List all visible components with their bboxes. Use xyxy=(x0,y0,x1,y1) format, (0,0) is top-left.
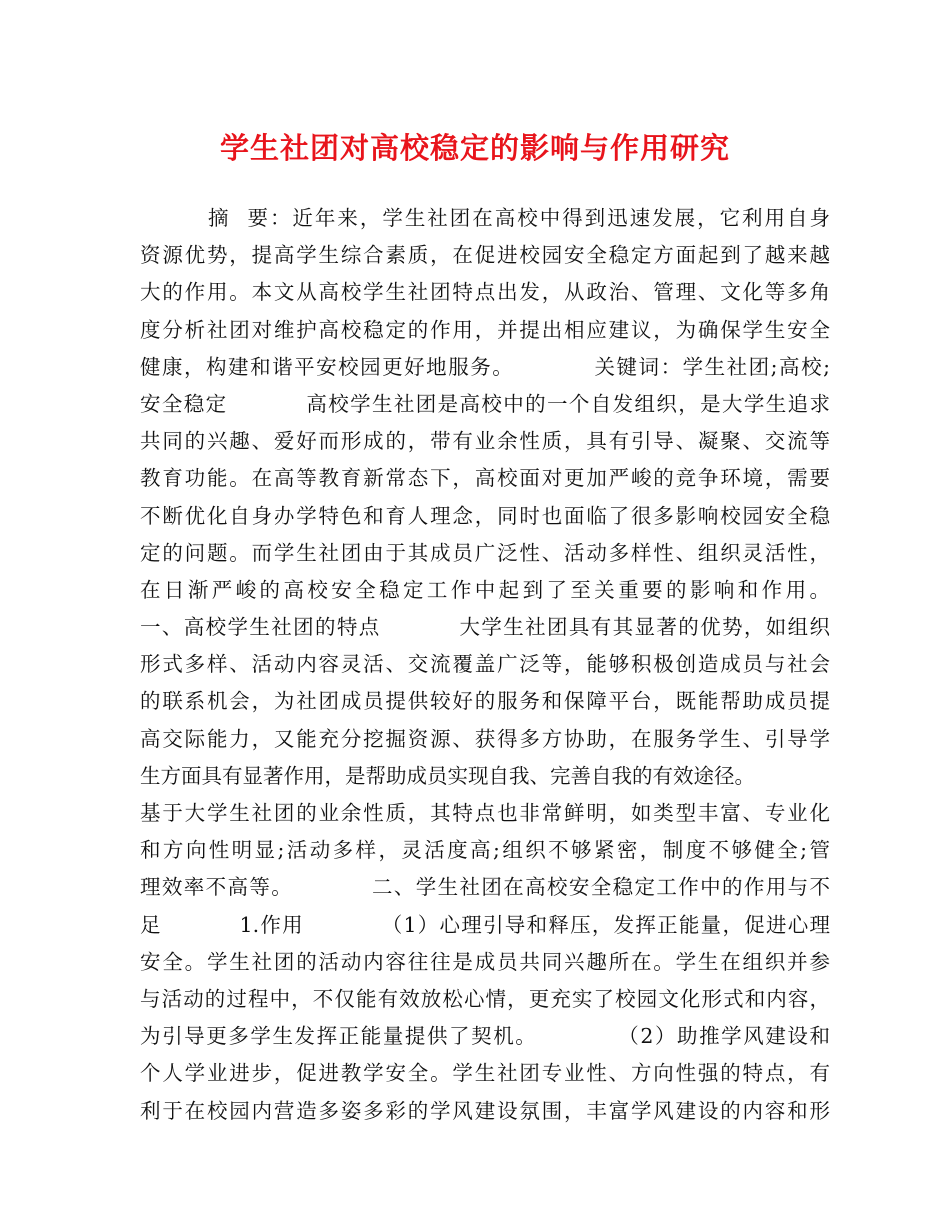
body-line: 基于大学生社团的业余性质，其特点也非常鲜明，如类型丰富、专业化 xyxy=(140,801,830,825)
body-line: 一、高校学生社团的特点 大学生社团具有其显著的优势，如组织 xyxy=(140,615,830,640)
body-line: 定的问题。而学生社团由于其成员广泛性、活动多样性、组织灵活性， xyxy=(140,540,830,565)
body-line: 足 1.作用 （1）心理引导和释压，发挥正能量，促进心理 xyxy=(140,912,830,937)
body-line: 在日渐严峻的高校安全稳定工作中起到了至关重要的影响和作用。 xyxy=(140,577,830,602)
body-line: 共同的兴趣、爱好而形成的，带有业余性质，具有引导、凝聚、交流等 xyxy=(140,429,830,454)
body-line: 与活动的过程中，不仅能有效放松心情，更充实了校园文化形式和内容， xyxy=(140,986,830,1011)
body-line: 度分析社团对维护高校稳定的作用，并提出相应建议，为确保学生安全 xyxy=(140,317,830,342)
body-line: 资源优势，提高学生综合素质，在促进校园安全稳定方面起到了越来越 xyxy=(140,243,830,268)
body-line: 摘 要：近年来，学生社团在高校中得到迅速发展，它利用自身 xyxy=(140,206,830,230)
document-body xyxy=(140,200,830,1130)
body-line: 安全稳定 高校学生社团是高校中的一个自发组织，是大学生追求 xyxy=(140,391,830,416)
body-line: 的联系机会，为社团成员提供较好的服务和保障平台，既能帮助成员提 xyxy=(140,689,830,714)
body-line: 为引导更多学生发挥正能量提供了契机。 （2）助推学风建设和 xyxy=(140,1024,830,1049)
document-title: 学生社团对高校稳定的影响与作用研究 xyxy=(219,131,730,165)
body-line: 和方向性明显;活动多样，灵活度高;组织不够紧密，制度不够健全;管 xyxy=(140,838,830,863)
body-line: 形式多样、活动内容灵活、交流覆盖广泛等，能够积极创造成员与社会 xyxy=(140,652,830,677)
body-line: 个人学业进步，促进教学安全。学生社团专业性、方向性强的特点，有 xyxy=(140,1061,830,1086)
body-line: 理效率不高等。 二、学生社团在高校安全稳定工作中的作用与不 xyxy=(140,875,830,900)
body-line: 生方面具有显著作用，是帮助成员实现自我、完善自我的有效途径。 xyxy=(140,763,755,788)
body-line: 教育功能。在高等教育新常态下，高校面对更加严峻的竞争环境，需要 xyxy=(140,466,830,491)
body-line: 利于在校园内营造多姿多彩的学风建设氛围，丰富学风建设的内容和形 xyxy=(140,1098,830,1123)
body-line: 大的作用。本文从高校学生社团特点出发，从政治、管理、文化等多角 xyxy=(140,280,830,305)
body-line: 高交际能力，又能充分挖掘资源、获得多方协助，在服务学生、引导学 xyxy=(140,726,830,751)
body-line: 健康，构建和谐平安校园更好地服务。 关键词：学生社团;高校; xyxy=(140,354,830,379)
body-line: 安全。学生社团的活动内容往往是成员共同兴趣所在。学生在组织并参 xyxy=(140,949,830,974)
body-line: 不断优化自身办学特色和育人理念，同时也面临了很多影响校园安全稳 xyxy=(140,503,830,528)
